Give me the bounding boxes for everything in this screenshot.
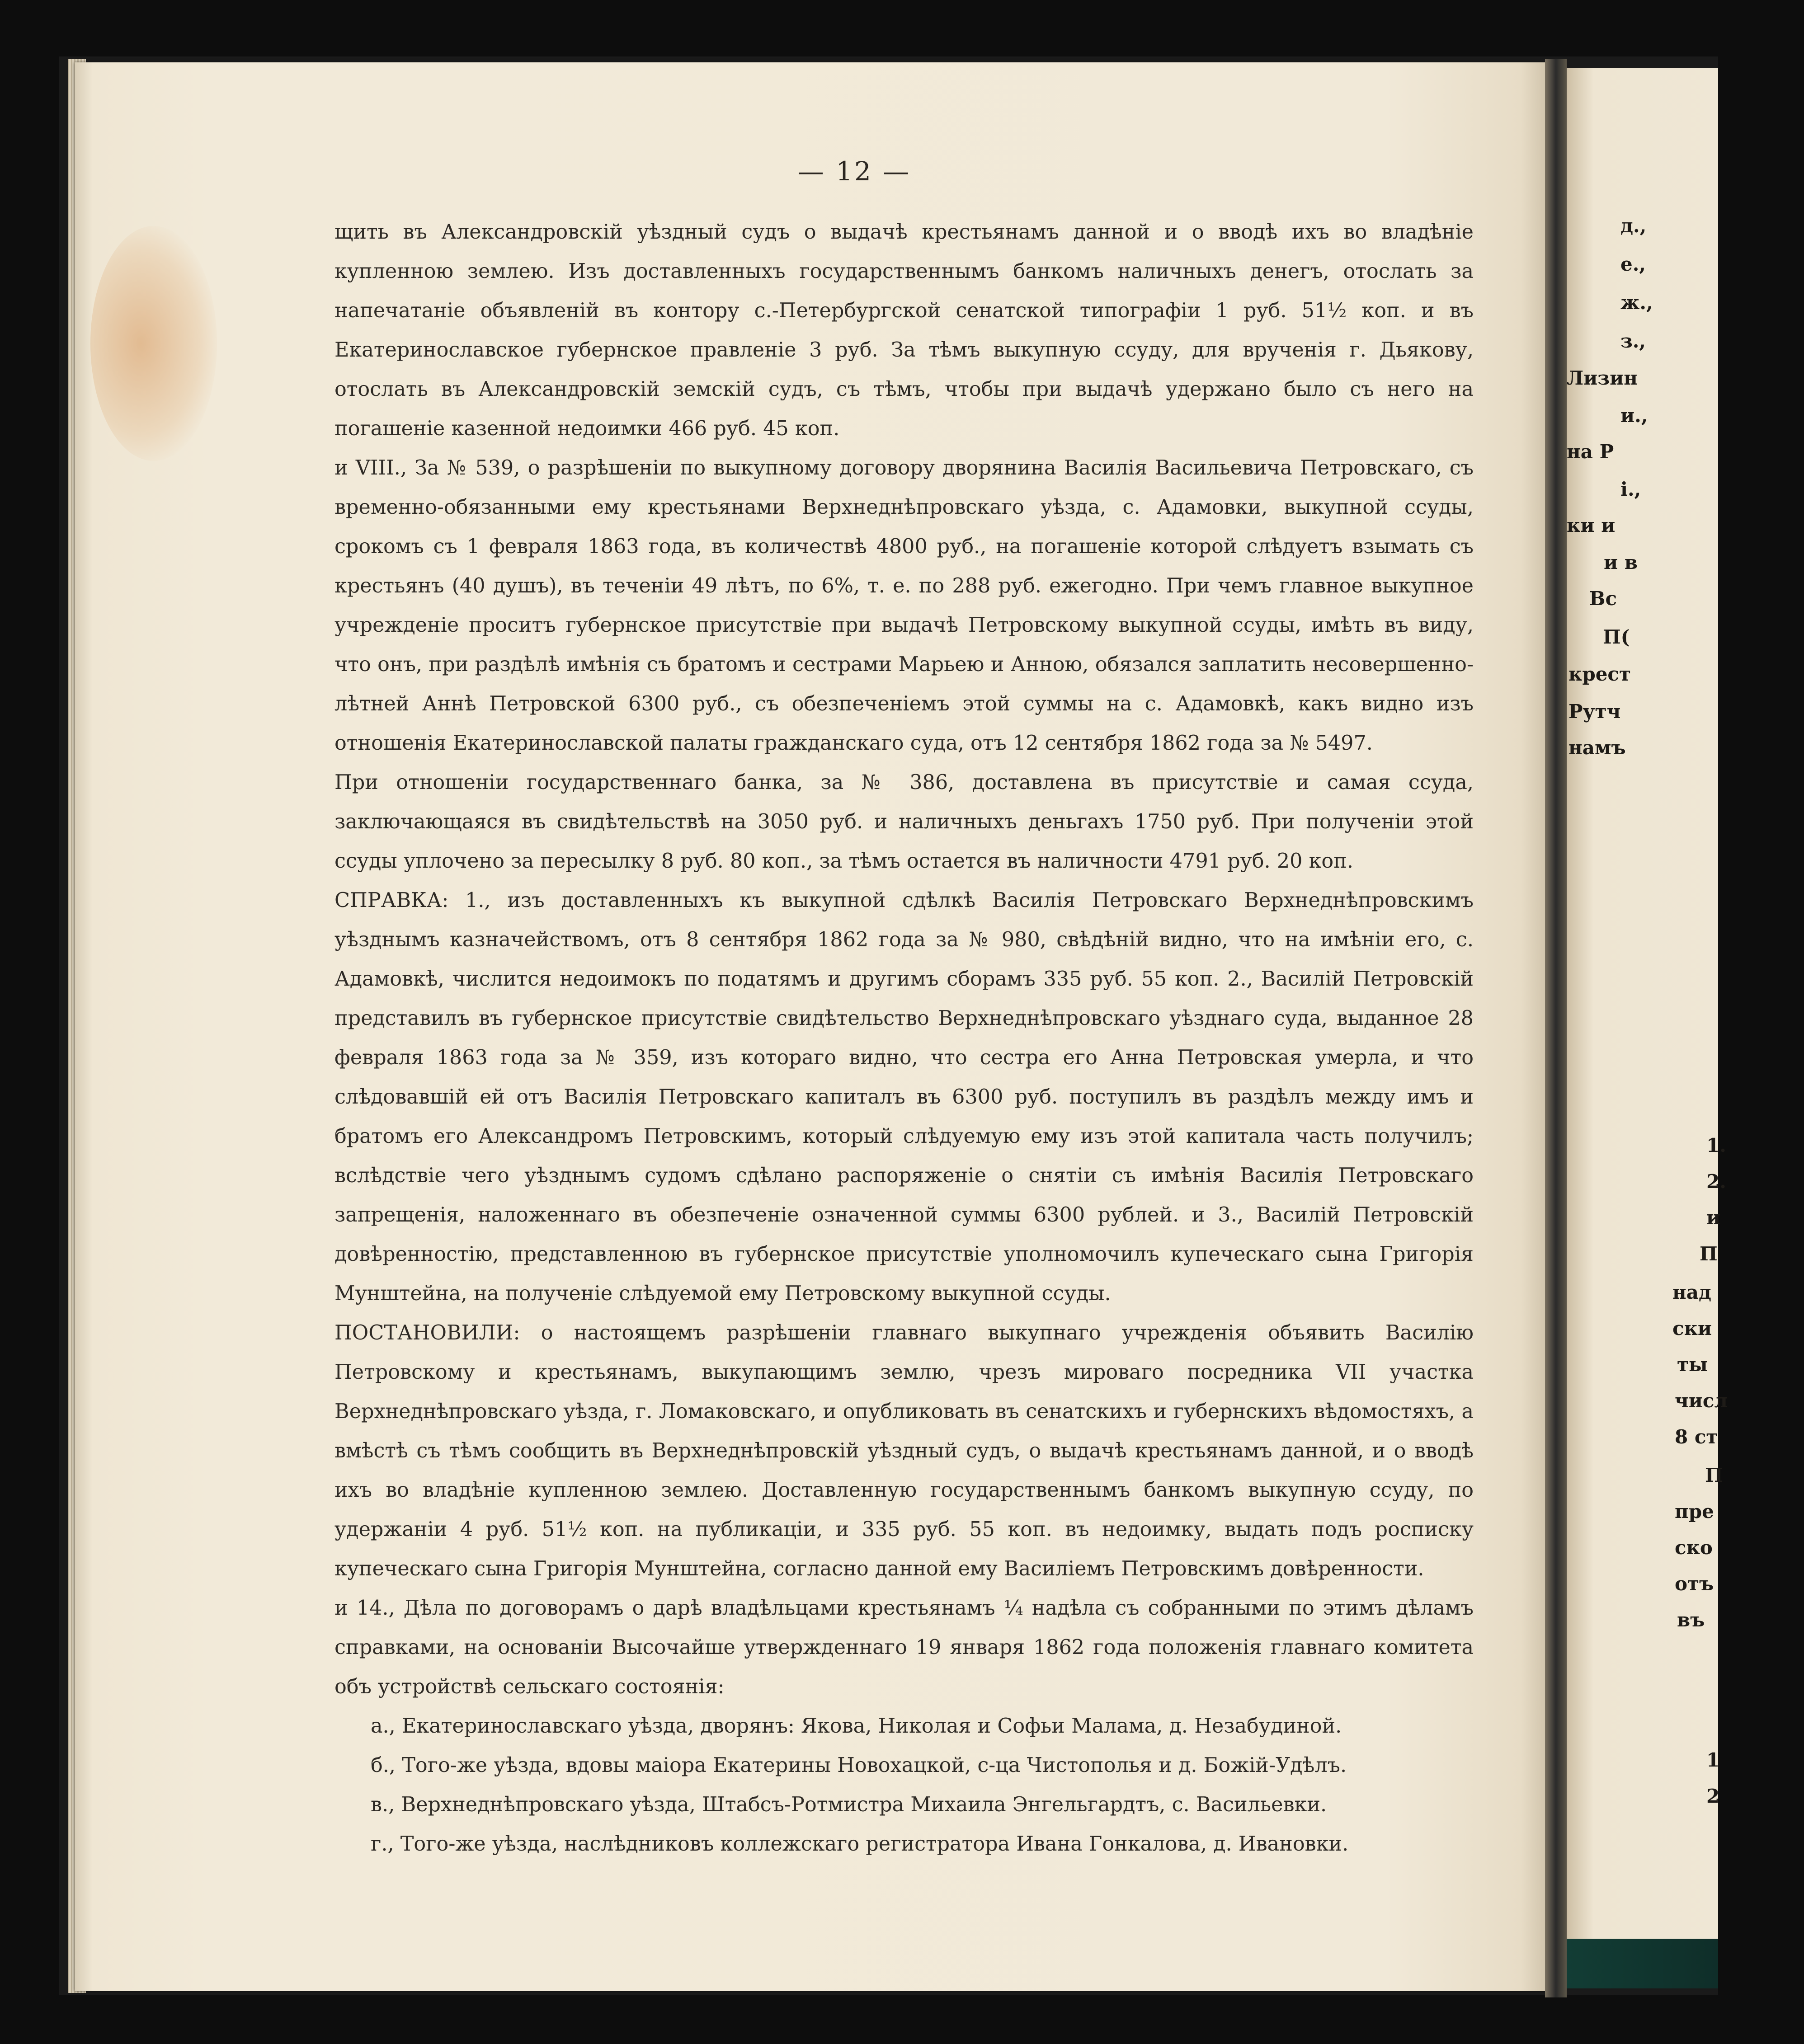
right-fragment: 2 [1706, 1785, 1720, 1807]
right-fragment: и., [1620, 404, 1648, 427]
right-fragment: 8 ст [1675, 1426, 1718, 1448]
right-fragment: д., [1620, 215, 1647, 237]
paragraph: При отношеніи государственнаго банка, за № 386, доставлена въ присутствіе и самая ссуда, заключающаяся въ свидѣтельствѣ на 3050 руб. и наличныхъ деньгахъ 1750 руб. При полученіи этой ссуды уплочено за пересылку 8 руб. 80 коп., за тѣмъ остается въ наличности 4791 руб. 20 коп. [334, 771, 1474, 873]
list-item: в., Верхнеднѣпровскаго уѣзда, Штабсъ-Ротмистра Михаила Энгельгардтъ, с. Васильевки. [371, 1793, 1327, 1816]
right-fragment: на Р [1567, 441, 1614, 463]
right-fragment: ты [1677, 1353, 1708, 1376]
right-fragment: числ [1675, 1390, 1728, 1412]
right-fragment: 1. [1706, 1134, 1726, 1156]
page-body [334, 212, 1474, 1864]
paragraph: и VIII., За № 539, о разрѣшеніи по выкупному договору дворянина Василія Васильевича Петровскаго, съ временно-обязанными ему крестьянами Верхнеднѣпровскаго уѣзда, с. Адамовки, выкупной ссуды, срокомъ съ 1 февраля 1863 года, въ количествѣ 4800 руб., на погашеніе которой слѣдуетъ взымать съ крестьянъ (40 душъ), въ теченіи 49 лѣтъ, по 6%, т. е. по 288 руб. ежегодно. При чемъ главное выкупное учрежденіе проситъ губернское присутствіе при выдачѣ Петровскому выкупной ссуды, имѣть въ виду, что онъ, при раздѣлѣ имѣнія съ братомъ и сестрами Марьею и Анною, обязался заплатить несовершенно-лѣтней Аннѣ Петровской 6300 руб., съ обезпеченіемъ этой суммы на с. Адамовкѣ, какъ видно изъ отношенія Екатеринославской палаты гражданскаго суда, отъ 12 сентября 1862 года за № 5497. [334, 456, 1474, 755]
paragraph: ПОСТАНОВИЛИ: о настоящемъ разрѣшеніи главнаго выкупнаго учрежденія объявить Василію Петровскому и крестьянамъ, выкупающимъ землю, чрезъ мироваго посредника VII участка Верхнеднѣпровскаго уѣзда, г. Ломаковскаго, и опубликовать въ сенатскихъ и губернскихъ вѣдомостяхъ, а вмѣстѣ съ тѣмъ сообщить въ Верхнеднѣпровскій уѣздный судъ, о выдачѣ крестьянамъ данной, и о вводѣ ихъ во владѣніе купленною землею. Доставленную государственнымъ банкомъ выкупную ссуду, по удержаніи 4 руб. 51½ коп. на публикаціи, и 335 руб. 55 коп. въ недоимку, выдать подъ росписку купеческаго сына Григорія Мунштейна, согласно данной ему Василіемъ Петровскимъ довѣренности. [334, 1321, 1474, 1580]
right-fragment: крест [1568, 663, 1631, 685]
right-fragment: пре [1675, 1500, 1714, 1522]
right-fragment: е., [1620, 253, 1646, 275]
right-fragment: отъ [1675, 1573, 1714, 1595]
right-fragment: ки и [1567, 514, 1616, 536]
right-fragment: и в [1604, 551, 1638, 573]
list-item: а., Екатеринославскаго уѣзда, дворянъ: Якова, Николая и Софьи Малама, д. Незабудиной. [371, 1715, 1342, 1738]
cover-edge [1567, 1939, 1718, 1988]
right-fragment: ж., [1620, 291, 1653, 314]
right-fragment: ско [1675, 1537, 1713, 1559]
right-fragment: П [1700, 1243, 1718, 1265]
right-fragment: і., [1620, 478, 1641, 500]
right-fragment: над [1672, 1281, 1711, 1303]
water-stain [90, 226, 217, 461]
right-fragment: 1 [1706, 1749, 1720, 1771]
right-fragment: з., [1620, 330, 1646, 352]
right-fragment: 2. [1706, 1170, 1726, 1193]
page-number: — 12 — [797, 156, 911, 187]
right-fragment: намъ [1568, 737, 1626, 759]
right-fragment: Лизин [1567, 367, 1638, 389]
right-fragment: П( [1603, 626, 1630, 648]
right-fragment: ски [1672, 1317, 1712, 1339]
book-gutter [1545, 59, 1567, 1997]
list-item: б., Того-же уѣзда, вдовы маіора Екатерины Новохацкой, с-ца Чистополья и д. Божій-Удѣлъ. [371, 1754, 1347, 1777]
right-fragment: П [1705, 1464, 1723, 1486]
paragraph: щить въ Александровскій уѣздный судъ о выдачѣ крестьянамъ данной и о вводѣ ихъ во владѣніе купленною землею. Изъ доставленныхъ государственнымъ банкомъ наличныхъ денегъ, отослать за напечатаніе объявленій въ контору с.-Петербургской сенатской типографіи 1 руб. 51½ коп. и въ Екатеринославское губернское правленіе 3 руб. За тѣмъ выкупную ссуду, для врученія г. Дьякову, отослать въ Александровскій земскій судъ, съ тѣмъ, чтобы при выдачѣ удержано было съ него на погашеніе казенной недоимки 466 руб. 45 коп. [334, 221, 1474, 440]
paragraph: СПРАВКА: 1., изъ доставленныхъ къ выкупной сдѣлкѣ Василія Петровскаго Верхнеднѣпровскимъ уѣзднымъ казначействомъ, отъ 8 сентября 1862 года за № 980, свѣдѣній видно, что на имѣніи его, с. Адамовкѣ, числится недоимокъ по податямъ и другимъ сборамъ 335 руб. 55 коп. 2., Василій Петровскій представилъ въ губернское присутствіе свидѣтельство Верхнеднѣпровскаго уѣзднаго суда, выданное 28 февраля 1863 года за № 359, изъ котораго видно, что сестра его Анна Петровская умерла, и что слѣдовавшій ей отъ Василія Петровскаго капиталъ въ 6300 руб. поступилъ въ раздѣлъ между имъ и братомъ его Александромъ Петровскимъ, который слѣдуемую ему изъ этой капитала часть получилъ; вслѣдствіе чего уѣзднымъ судомъ сдѣлано распоряженіе о снятіи съ имѣнія Василія Петровскаго запрещенія, наложеннаго въ обезпеченіе означенной суммы 6300 рублей. и 3., Василій Петровскій довѣренностію, представленною въ губернское присутствіе уполномочилъ купеческаго сына Григорія Мунштейна, на полученіе слѣдуемой ему Петровскому выкупной ссуды. [334, 889, 1474, 1305]
right-fragment: Рутч [1568, 700, 1621, 723]
right-fragment: и [1706, 1207, 1721, 1229]
list-item: г., Того-же уѣзда, наслѣдниковъ коллежскаго регистратора Ивана Гонкалова, д. Ивановки. [371, 1833, 1349, 1856]
right-fragment: Вс [1589, 587, 1617, 610]
right-fragment: въ [1677, 1609, 1705, 1631]
paragraph: и 14., Дѣла по договорамъ о дарѣ владѣльцами крестьянамъ ¼ надѣла съ собранными по этимъ дѣламъ справками, на основаніи Высочайше утвержденнаго 19 января 1862 года положенія главнаго комитета объ устройствѣ сельскаго состоянія: [334, 1597, 1474, 1698]
